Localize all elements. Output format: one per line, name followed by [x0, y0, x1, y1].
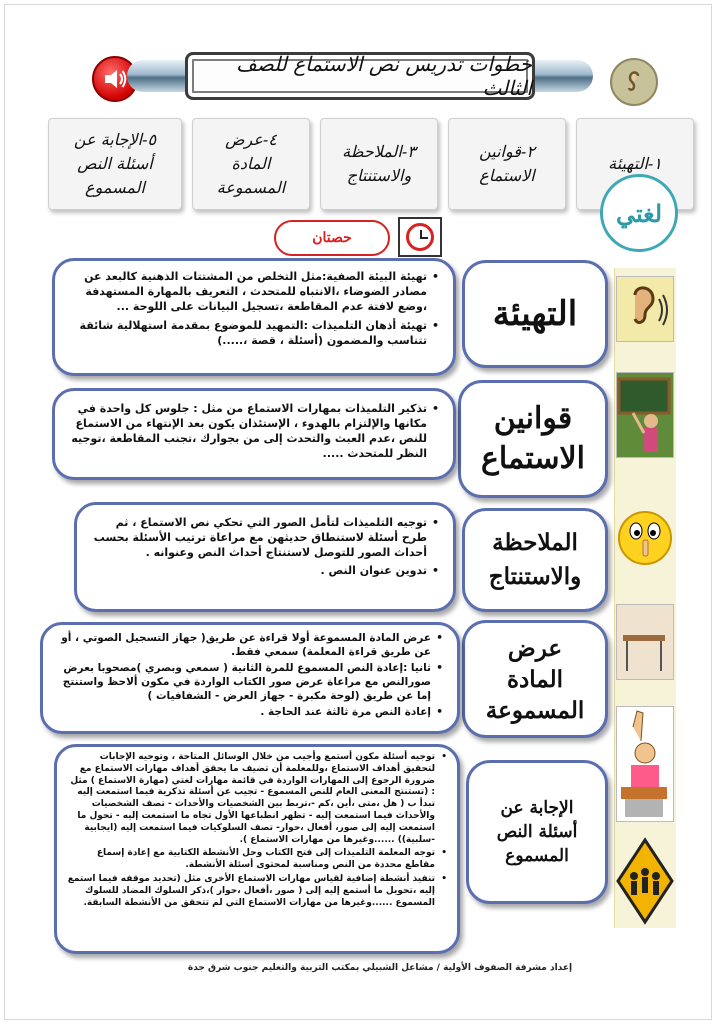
step-tab-2	[448, 118, 566, 210]
logo-text: لغتي	[615, 198, 663, 228]
section-1-point: • تهيئة أذهان التلميذات :التمهيد للموضوع بمقدمة استهلالية شائقة تتناسب والمضمون (أسئلة ، قصة ،.....)	[69, 318, 439, 348]
section-5-title-2: أسئلة النص	[496, 822, 578, 842]
ear-glyph	[619, 67, 649, 97]
section-title-1	[462, 260, 608, 368]
section-2-title-2: الاستماع	[480, 441, 586, 476]
step-tab-5	[48, 118, 182, 210]
ear-picture-icon	[616, 277, 673, 342]
student-raising-hand-picture	[616, 706, 674, 822]
section-5-title-3: المسموع	[505, 846, 569, 866]
section-4-point: • إعادة النص مرة ثالثة عند الحاجة .	[57, 705, 443, 719]
step-tab-4	[192, 118, 310, 210]
step-tab-3-label: ٣-الملاحظة	[342, 142, 416, 161]
step-tab-3	[320, 118, 438, 210]
section-5-point: • تنفيذ أنشطة إضافية لقياس مهارات الاستماع الأخرى مثل (تحديد موقفه فيما استمع إليه ،تحويل ما أستمع إليه إلى ( صور ،أفعال ،حوار )،ذكر السلوك المضاد للسلوك المسموع ......وغيرها من مهارات الاستماع التي لم تتحقق من الأنشطة السابقة.	[67, 874, 447, 909]
classroom-desk-picture	[616, 604, 674, 680]
section-4-title-2: المادة	[507, 665, 563, 693]
step-tab-5-label-3: المسموع	[85, 178, 145, 197]
section-3-points	[91, 515, 439, 578]
step-tab-5-label-2: أسئلة النص	[77, 154, 153, 173]
section-5-point: • توجه المعلمة التلميذات إلى فتح الكتاب وحل الأنشطة الكتابية مع إعادة إسماع مقاطع محددة من النص ومناسبة لمحتوى أسئلة الأنشطة.	[67, 848, 447, 872]
shush-face-icon	[616, 498, 674, 584]
section-card-4	[40, 622, 460, 734]
section-title-4	[462, 620, 608, 738]
section-1-title: التهيئة	[492, 294, 578, 334]
student-picture-icon	[616, 707, 673, 822]
clock-face	[406, 223, 434, 251]
footer-credit: إعداد مشرفة الصفوف الأولية / مشاعل الشبيلي بمكتب التربية والتعليم جنوب شرق جدة	[187, 963, 573, 973]
pictures-strip	[614, 268, 676, 928]
section-5-point: • توجيه أسئلة مكون أستمع وأجيب من خلال الوسائل المتاحة ، وتوجيه الإجابات لتحقيق أهداف الاستماع ،وللمعلمة أن تضيف ما يحقق أهداف مهارات الاستماع مع ضرورة الرجوع إلى المهارات الواردة في قائمة مهارات لغتي (مهارة الاستماع ) مثل : (تستنتج المعنى العام للنص المسموع - تجيب عن أسئلة تذكرية فيما استمعت إليه تبدأ ب ( هل ،متى ،أين ،كم -،تربط بين الشخصيات والأحداث - تصف الشخصيات والأحداث فيما استمعت إليه - تظهر انطباعها الأول تجاه ما استمعت إليه - تحول ما استمعت إليه إلى صور، أفعال ،حوار- تصف السلوكيات فيما استمعت إليه (ايجابية -سلبية)) ......وغيرها من مهارات الاستماع ).	[67, 752, 447, 846]
quiet-face-picture	[616, 498, 674, 584]
step-tab-3-label-2: والاستنتاج	[346, 166, 412, 185]
title-frame	[185, 52, 535, 100]
section-4-title: عرض	[507, 634, 563, 662]
section-title-2	[458, 380, 608, 498]
section-2-points	[69, 401, 439, 461]
page-title: خطوات تدريس نص الاستماع للصف الثالث	[236, 52, 532, 100]
section-3-point: • تدوين عنوان النص .	[91, 563, 439, 578]
section-1-points	[69, 269, 439, 348]
teacher-board-picture	[616, 372, 674, 458]
step-tab-2-label-2: الاستماع	[479, 166, 535, 185]
section-4-point: • عرض المادة المسموعة أولا قراءة عن طريق( جهاز التسجيل الصوتي ، أو عن طريق قراءة المعلمة) سمعي فقط.	[57, 631, 443, 659]
section-3-title: الملاحظة	[492, 529, 578, 556]
section-card-3	[74, 502, 456, 612]
sessions-label: حصتان	[312, 230, 352, 246]
sessions-badge	[274, 220, 390, 256]
logo-circle	[600, 174, 678, 252]
section-card-5	[54, 744, 460, 954]
section-3-point: • توجيه التلميذات لتأمل الصور التي تحكي نص الاستماع ، ثم طرح أسئلة لاستنطاق حديثهن مع مراعاة ترتيب الأسئلة بحسب أحداث الصور للتوصل لاستنتاج أحداث النص وعنوانه .	[91, 515, 439, 560]
step-tab-2-label: ٢-قوانين	[479, 142, 535, 161]
step-tab-4-label-3: المسموعة	[216, 178, 286, 197]
listening-ear-picture	[616, 276, 674, 342]
title-banner	[145, 52, 575, 100]
step-tab-4-label: ٤-عرض	[225, 130, 277, 149]
section-2-title: قوانين	[493, 401, 573, 436]
section-4-point: • ثانيا :إعادة النص المسموع للمرة الثانية ( سمعي وبصري )مصحوبا بعرض صورالنص مع مراعاة عرض صور الكتاب الواردة في مكون ألاحظ واستنتج إما عن طريق (لوحة مكبرة - جهاز العرض - الشفافيات )	[57, 661, 443, 703]
section-2-point: • تذكير التلميذات بمهارات الاستماع من مثل : جلوس كل واحدة في مكانها والإلتزام بالهدوء ، الإستئذان يكون بعد الإنتهاء من الاستماع للنص ،عدم العبث والتحدث إلى من بجوارك ،تجنب المقاطعة ،توجيه النظر للمتحدث .....	[69, 401, 439, 461]
step-tab-4-label-2: المادة	[231, 154, 271, 173]
section-3-title-2: والاستنتاج	[488, 563, 582, 590]
section-5-points	[67, 752, 447, 909]
section-title-5	[466, 760, 608, 904]
speaker-glyph	[100, 64, 130, 94]
step-tab-1-label: ١-التهيئة	[608, 154, 662, 173]
clock-icon	[398, 217, 442, 257]
lughati-logo	[580, 174, 690, 264]
ear-icon	[610, 58, 658, 106]
section-1-point: • تهيئة البيئة الصفية:مثل التخلص من المشتتات الذهنية كالبعد عن مصادر الضوضاء ،الانتباه للمتحدث ، التعريف بالمهارة المستهدفة ،وضع لافتة عدم المقاطعة ،تسجيل البيانات على اللوحة ...	[69, 269, 439, 314]
group-sign-picture	[616, 836, 674, 926]
desk-picture-icon	[616, 605, 673, 680]
teacher-picture-icon	[616, 373, 673, 458]
section-title-3	[462, 508, 608, 612]
step-tab-5-label: ٥-الإجابة عن	[73, 130, 157, 149]
section-4-points	[57, 631, 443, 719]
group-sign-icon	[616, 836, 674, 926]
section-5-title: الإجابة عن	[500, 798, 574, 818]
section-card-2	[52, 388, 456, 480]
section-card-1	[52, 258, 456, 376]
section-4-title-3: المسموعة	[485, 696, 585, 724]
